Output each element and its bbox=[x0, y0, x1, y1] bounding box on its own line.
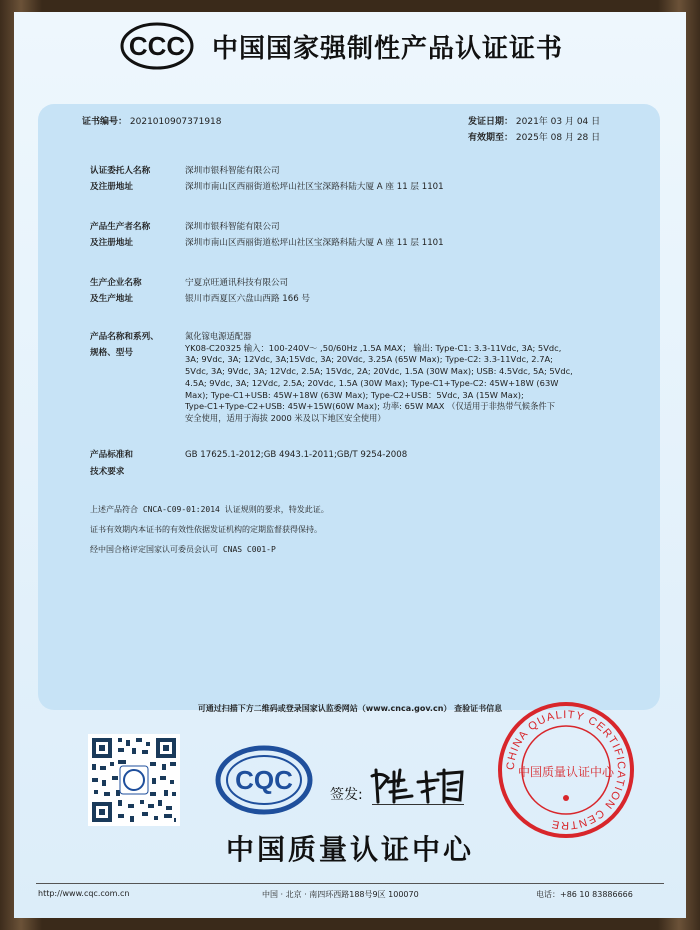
footer-website[interactable]: http://www.cqc.com.cn bbox=[38, 889, 130, 898]
note-line: 经中国合格评定国家认可委员会认可 CNAS C001-P bbox=[90, 545, 276, 554]
product-line: 3A; 9Vdc, 3A; 12Vdc, 3A;15Vdc, 3A; 20Vdc, 3.25A (65W Max); Type-C2: 3.3-11Vdc, 2.7A; bbox=[185, 354, 553, 365]
cert-number-label: 证书编号： bbox=[82, 117, 128, 127]
certification-seal bbox=[496, 700, 636, 840]
cert-number-value: 2021010907371918 bbox=[129, 117, 222, 127]
maker-address-label: 及注册地址 bbox=[90, 238, 133, 248]
maker-label: 产品生产者名称 bbox=[90, 222, 151, 232]
product-line: 4.5A; 9Vdc, 3A; 12Vdc, 2.5A; 20Vdc, 1.5A (30W Max); Type-C1+Type-C2: 45W+18W (63W bbox=[185, 377, 559, 388]
applicant-address: 深圳市南山区西丽街道松坪山社区宝深路科陆大厦 A 座 11 层 1101 bbox=[185, 182, 444, 192]
verification-hint: 可通过扫描下方二维码或登录国家认监委网站（www.cnca.gov.cn） 查验证书信息 bbox=[197, 704, 503, 713]
footer-phone: 电话：+86 10 83886666 bbox=[536, 890, 633, 899]
applicant-address-label: 及注册地址 bbox=[90, 182, 133, 192]
product-line: 氮化镓电源适配器 bbox=[185, 331, 252, 341]
qr-code-icon[interactable] bbox=[88, 734, 180, 826]
cert-number bbox=[82, 114, 222, 127]
product-line: YK08-C20325 输入：100-240V～ ,50/60Hz ,1.5A MAX； 输出: Type-C1: 3.3-11Vdc, 3A; 5Vdc, bbox=[185, 342, 562, 353]
factory-label: 生产企业名称 bbox=[90, 278, 142, 288]
applicant-name: 深圳市银科智能有限公司 bbox=[185, 166, 280, 176]
cqc-logo-text: CQC bbox=[235, 765, 293, 795]
issue-date-label: 发证日期： bbox=[468, 117, 514, 127]
product-label: 产品名称和系列、 bbox=[90, 332, 159, 342]
certificate-title: 中国国家强制性产品认证证书 bbox=[212, 34, 564, 64]
signature-label: 签发: bbox=[330, 787, 363, 803]
product-label-2: 规格、型号 bbox=[90, 348, 133, 358]
product-line: Type-C1+Type-C2+USB: 45W+15W(60W Max); 功率: 65W MAX （仅适用于非热带气候条件下 bbox=[185, 401, 555, 412]
factory-name: 宁夏京旺通讯科技有限公司 bbox=[185, 278, 289, 288]
maker-address: 深圳市南山区西丽街道松坪山社区宝深路科陆大厦 A 座 11 层 1101 bbox=[185, 238, 444, 248]
seal-outer-text: CHINA QUALITY CERTIFICATION CENTRE bbox=[504, 708, 628, 832]
note-line: 证书有效期内本证书的有效性依据发证机构的定期监督获得保持。 bbox=[90, 525, 322, 534]
seal-center-text: 中国质量认证中心 bbox=[517, 765, 615, 779]
valid-date-label: 有效期至： bbox=[468, 133, 514, 143]
factory-address-label: 及生产地址 bbox=[90, 294, 133, 304]
factory-address: 银川市西夏区六盘山西路 166 号 bbox=[185, 294, 310, 304]
cqc-logo bbox=[214, 744, 314, 816]
maker-name: 深圳市银科智能有限公司 bbox=[185, 222, 280, 232]
applicant-label: 认证委托人名称 bbox=[90, 166, 151, 176]
product-line: 安全使用，适用于海拔 2000 米及以下地区安全使用） bbox=[185, 412, 386, 423]
product-description bbox=[185, 331, 643, 425]
signature-image bbox=[366, 762, 476, 808]
valid-date-value: 2025年 08 月 28 日 bbox=[515, 133, 601, 143]
issuing-authority: 中国质量认证中心 bbox=[225, 833, 474, 866]
standard-value: GB 17625.1-2012;GB 4943.1-2011;GB/T 9254-2008 bbox=[185, 450, 408, 460]
footer-divider bbox=[36, 883, 664, 884]
footer-address: 中国 · 北京 · 南四环西路188号9区 100070 bbox=[262, 890, 419, 899]
product-line: 5Vdc, 3A; 9Vdc, 3A; 12Vdc, 2.5A; 15Vdc, 2A; 20Vdc, 1.5A (30W Max); USB: 4.5Vdc, 5A; 5Vdc, bbox=[185, 366, 573, 377]
signature-line bbox=[372, 804, 464, 805]
ccc-logo bbox=[120, 22, 194, 70]
seal-star-icon bbox=[563, 795, 569, 801]
standard-label: 产品标准和 bbox=[90, 450, 133, 460]
cert-dates bbox=[468, 114, 600, 146]
issue-date-value: 2021年 03 月 04 日 bbox=[515, 117, 601, 127]
ccc-logo-text: CCC bbox=[128, 31, 186, 61]
note-line: 上述产品符合 CNCA-C09-01:2014 认证规则的要求，特发此证。 bbox=[90, 505, 329, 514]
product-line: Max); Type-C1+USB: 45W+18W (63W Max); Type-C2+USB：5Vdc, 3A (15W Max); bbox=[185, 389, 524, 400]
standard-label-2: 技术要求 bbox=[90, 467, 125, 477]
